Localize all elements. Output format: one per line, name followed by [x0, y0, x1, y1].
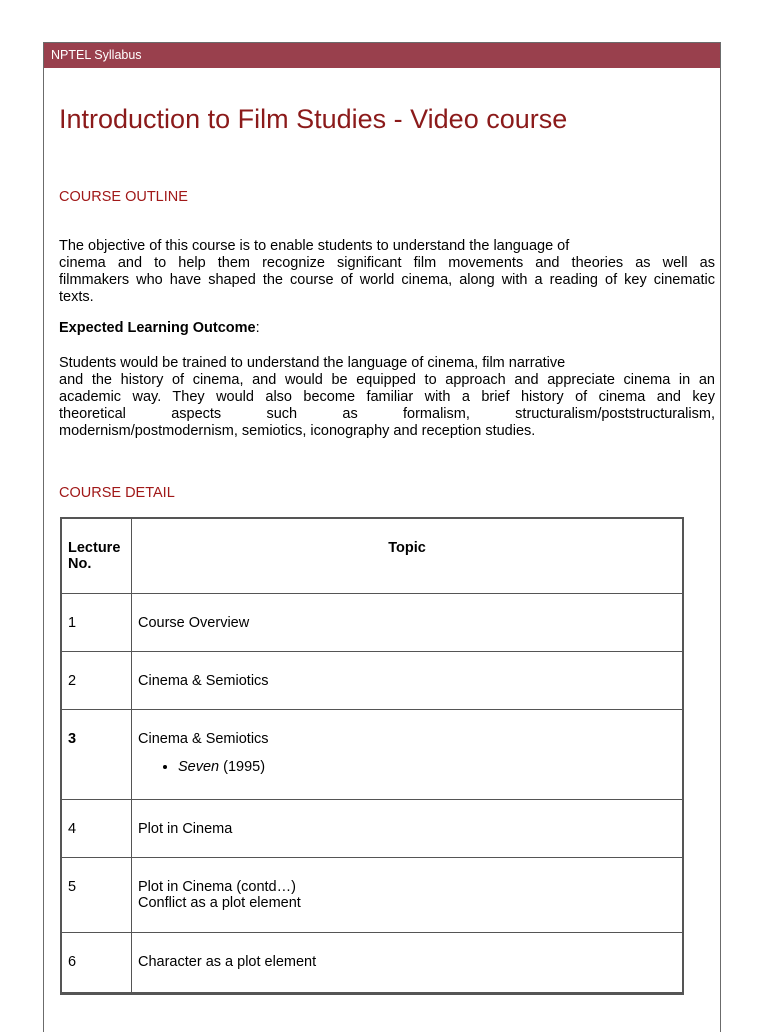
outline-line: texts.	[59, 289, 94, 305]
header-label: NPTEL Syllabus	[51, 48, 142, 62]
outcome-line: theoretical aspects such as formalism, structuralism/poststructuralism,	[59, 406, 715, 422]
column-header-topic: Topic	[132, 519, 682, 594]
film-list-item	[178, 759, 676, 775]
course-outline-text	[59, 238, 715, 306]
lecture-table	[60, 517, 684, 995]
column-header-lecture-no: Lecture No.	[62, 519, 132, 594]
table-header-row	[62, 519, 682, 594]
outcome-line: modernism/postmodernism, semiotics, iconography and reception studies.	[59, 423, 536, 439]
lecture-topic-cell	[132, 710, 682, 800]
table-row	[62, 800, 682, 858]
lecture-no: 5	[62, 858, 132, 933]
lecture-no: 3	[62, 710, 132, 800]
table-row	[62, 858, 682, 933]
film-list	[138, 759, 676, 775]
page-title: Introduction to Film Studies - Video course	[59, 104, 568, 134]
lecture-topic-cell	[132, 858, 682, 933]
table-row	[62, 710, 682, 800]
table-row	[62, 933, 682, 993]
outcome-line: academic way. They would also become familiar with a brief history of cinema and key	[59, 389, 715, 405]
table-row	[62, 652, 682, 710]
lecture-topic: Character as a plot element	[132, 933, 682, 993]
lecture-topic: Course Overview	[132, 594, 682, 652]
outline-line: filmmakers who have shaped the course of world cinema, along with a reading of key cinematic	[59, 272, 715, 288]
table-row	[62, 594, 682, 652]
outcome-line: and the history of cinema, and would be equipped to approach and appreciate cinema in an	[59, 372, 715, 388]
lecture-topic: Cinema & Semiotics	[132, 652, 682, 710]
lecture-no: 1	[62, 594, 132, 652]
lecture-topic: Plot in Cinema	[132, 800, 682, 858]
lecture-no: 6	[62, 933, 132, 993]
lecture-topic-line2: Conflict as a plot element	[138, 895, 301, 911]
header-bar	[44, 43, 720, 68]
lecture-topic: Cinema & Semiotics	[138, 731, 269, 747]
film-year: (1995)	[219, 759, 266, 775]
outline-line: The objective of this course is to enable students to understand the language of	[59, 238, 570, 254]
outline-line: cinema and to help them recognize significant film movements and theories as well as	[59, 255, 715, 271]
outcome-label-text: Expected Learning Outcome	[59, 320, 256, 336]
lecture-no: 4	[62, 800, 132, 858]
outcome-colon: :	[255, 320, 260, 336]
lecture-no: 2	[62, 652, 132, 710]
expected-outcome-label	[59, 320, 260, 336]
outcome-line: Students would be trained to understand the language of cinema, film narrative	[59, 355, 566, 371]
course-outline-heading: COURSE OUTLINE	[59, 189, 188, 205]
expected-outcome-text	[59, 355, 715, 440]
lecture-topic: Plot in Cinema (contd…)	[138, 879, 296, 895]
syllabus-frame	[43, 42, 721, 1032]
course-detail-heading: COURSE DETAIL	[59, 485, 175, 501]
film-title: Seven	[178, 759, 220, 775]
